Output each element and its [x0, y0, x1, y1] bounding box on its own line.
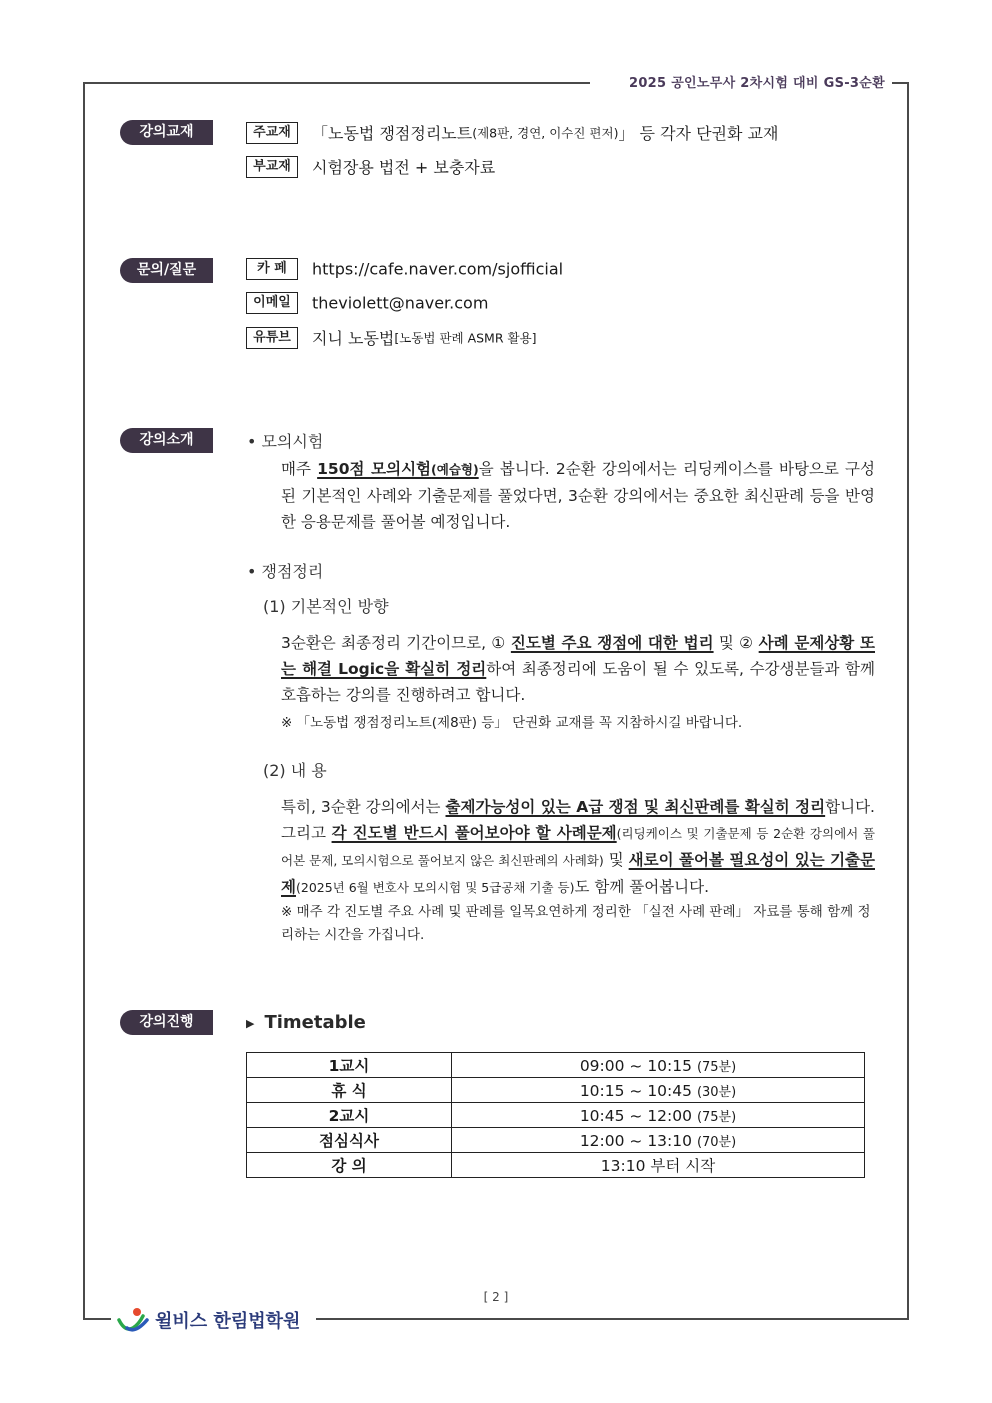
timetable-row — [247, 1053, 865, 1078]
main-textbook-text-1: 「노동법 쟁점정리노트 — [312, 124, 473, 143]
timetable-row — [247, 1103, 865, 1128]
section-label-textbook: 강의교재 — [120, 120, 213, 145]
frame-left-line — [83, 82, 85, 1320]
logo — [117, 1305, 300, 1335]
section-label-intro: 강의소개 — [120, 428, 213, 453]
frame-right-line — [907, 82, 909, 1320]
frame-top-line — [83, 82, 590, 84]
timetable-row — [247, 1078, 865, 1103]
section-label-contact: 문의/질문 — [120, 258, 213, 283]
cafe-tag: 카 페 — [246, 258, 298, 280]
mock-exam-paragraph: 매주 150점 모의시험(예습형)을 봅니다. 2순환 강의에서는 리딩케이스를 바탕으로 구성된 기본적인 사례와 기출문제를 풀었다면, 3순환 강의에서는 중요한 최신판례 등을 반영한 응용문제를 풀어볼 예정입니다. — [281, 460, 876, 531]
timetable — [246, 1052, 865, 1178]
sub-textbook-text: 시험장용 법전 + 보충자료 — [312, 158, 496, 177]
main-textbook-tag: 주교재 — [246, 122, 298, 144]
cafe-row — [246, 258, 563, 280]
timetable-period: 강 의 — [247, 1153, 452, 1178]
logo-text: 윌비스 한림법학원 — [155, 1311, 301, 1332]
frame-bottom-left-line — [83, 1318, 111, 1320]
content-paragraph: 특히, 3순환 강의에서는 출제가능성이 있는 A급 쟁점 및 최신판례를 확실히 정리합니다. 그리고 각 진도별 반드시 풀어보아야 할 사례문제(리딩케이스 및 기출문제 등 2순환 강의에서 풀어본 문제, 모의시험으로 풀어보지 않은 최신판례의 사례화) 및 새로이 풀어볼 필요성이 있는 기출문제(2025년 6월 변호사 모의시험 및 5급공채 기출 등)도 함께 풀어봅니다. — [281, 798, 875, 896]
timetable-period: 1교시 — [247, 1053, 452, 1078]
youtube-tag: 유튜브 — [246, 327, 298, 349]
content-note: ※ 매주 각 진도별 주요 사례 및 판례를 일목요연하게 정리한 「실전 사례 판례」 자료를 통해 함께 정리하는 시간을 가집니다. — [281, 904, 871, 943]
youtube-text: 지니 노동법 — [312, 329, 395, 348]
triangle-bullet-icon: ▶ — [246, 1016, 255, 1030]
timetable-row — [247, 1153, 865, 1178]
textbook-main-row — [246, 121, 778, 144]
email-link[interactable]: theviolett@naver.com — [312, 293, 489, 313]
direction-note: ※ 「노동법 쟁점정리노트(제8판) 등」 단권화 교재를 꼭 지참하시길 바랍니다. — [281, 715, 743, 731]
cafe-link[interactable]: https://cafe.naver.com/sjofficial — [312, 259, 564, 279]
section-label-schedule: 강의진행 — [120, 1010, 213, 1035]
frame-bottom-right-line — [316, 1318, 909, 1320]
timetable-time: 10:45 ~ 12:00 (75분) — [452, 1103, 865, 1128]
timetable-time: 12:00 ~ 13:10 (70분) — [452, 1128, 865, 1153]
logo-icon — [117, 1306, 151, 1334]
timetable-period: 2교시 — [247, 1103, 452, 1128]
timetable-time: 10:15 ~ 10:45 (30분) — [452, 1078, 865, 1103]
email-row — [246, 292, 488, 314]
timetable-row — [247, 1128, 865, 1153]
main-textbook-text-2: 」 등 각자 단권화 교재 — [618, 124, 779, 143]
bullet-issue-summary: • 쟁점정리 — [247, 562, 324, 581]
textbook-sub-row — [246, 155, 495, 178]
direction-paragraph: 3순환은 최종정리 기간이므로, ① 진도별 주요 쟁점에 대한 법리 및 ② 사례 문제상황 또는 해결 Logic을 확실히 정리하여 최종정리에 도움이 될 수 있도록, 수강생분들과 함께 호흡하는 강의를 진행하려고 합니다. — [281, 634, 875, 704]
sub-textbook-tag: 부교재 — [246, 156, 298, 178]
subheading-direction: (1) 기본적인 방향 — [263, 597, 389, 616]
subheading-content: (2) 내 용 — [263, 761, 327, 780]
youtube-row — [246, 326, 537, 349]
timetable-title: ▶ Timetable — [246, 1012, 366, 1033]
main-textbook-text-small: (제8판, 경연, 이수진 편저) — [472, 125, 619, 141]
timetable-time: 09:00 ~ 10:15 (75분) — [452, 1053, 865, 1078]
header-title: 2025 공인노무사 2차시험 대비 GS-3순환 — [628, 76, 885, 91]
timetable-period: 휴 식 — [247, 1078, 452, 1103]
timetable-time: 13:10 부터 시작 — [452, 1153, 865, 1178]
mock-exam-highlight: 150점 모의시험 — [317, 460, 432, 478]
timetable-period: 점심식사 — [247, 1128, 452, 1153]
email-tag: 이메일 — [246, 292, 298, 314]
page-number: [ 2 ] — [483, 1290, 509, 1304]
youtube-text-small: [노동법 판례 ASMR 활용] — [394, 330, 537, 346]
bullet-mock-exam: • 모의시험 — [247, 432, 324, 451]
